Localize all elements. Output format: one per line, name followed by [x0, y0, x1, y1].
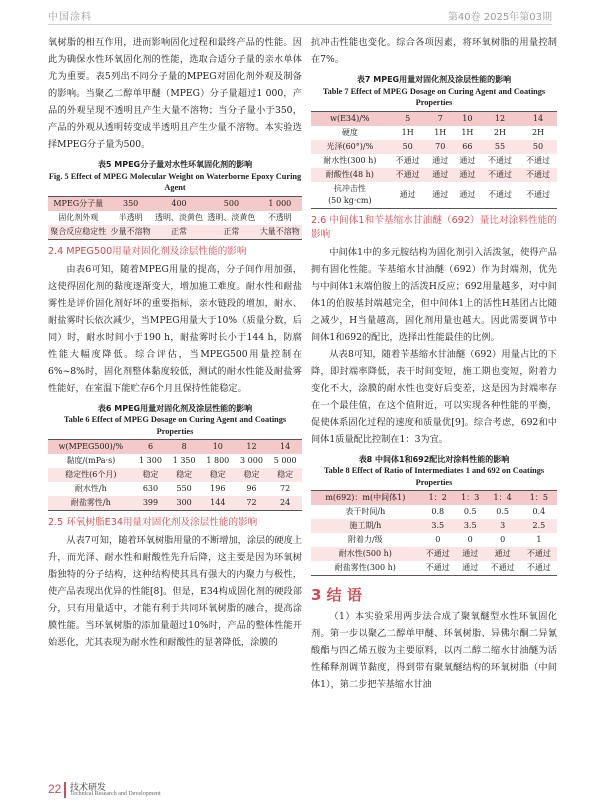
- table-header-cell: 12: [481, 111, 519, 126]
- table-cell: 399: [134, 496, 168, 511]
- table-cell: 1 350: [172, 456, 196, 465]
- table-cell: 不通过: [487, 155, 512, 165]
- table-cell: 144: [201, 496, 235, 511]
- table-cell: 通过: [399, 189, 416, 199]
- table-header-cell: 10: [454, 111, 481, 126]
- table-row: [311, 182, 557, 209]
- table-cell: 正常: [205, 225, 257, 240]
- table-cell: 附着力/级: [347, 535, 383, 544]
- table-header-cell: 1 000: [258, 196, 302, 211]
- table-cell: 66: [454, 140, 481, 154]
- table-cell: 2.5: [521, 519, 557, 533]
- table-cell: 通过: [432, 189, 449, 199]
- table-row: [48, 454, 302, 468]
- section-heading-3: 3 结 语: [311, 586, 362, 604]
- table-cell: 通过: [459, 155, 476, 165]
- table-cell: 不透明: [267, 212, 292, 222]
- section-heading-2-6: 2.6 中间体1和苄基缩水甘油醚（692）量比对涂料性能的影响: [311, 214, 557, 240]
- section-heading-2-4: 2.4 MPEG500用量对固化剂及涂层性能的影响: [48, 245, 247, 257]
- journal-name: 中国涂料: [48, 12, 92, 23]
- table-cell: 0.5: [463, 507, 477, 516]
- footer-subtitle: Technical Research and Development: [70, 791, 161, 797]
- table-cell: 通过: [485, 547, 521, 561]
- table-cell: 通过: [432, 155, 449, 165]
- table-cell: 630: [142, 484, 159, 493]
- paragraph: 从表7可知，随着环氧树脂用量的不断增加，涂层的硬度上升，而光泽、耐水性和耐酸性先升后降，这主要是因为环氧树脂独特的分子结构，这种结构使其具有强大的内聚力与极性，使产品表现出优异的性能[8]。但是，E34构成固化剂的硬段部分，只有用量适中，才能有利于共同环氧树脂的融合，提高涂膜性能。当环氧树脂的添加量超过10%时，产品的整体性能开始恶化，尤其表现为耐水性和耐酸性的显著降低，涂膜的: [48, 535, 302, 648]
- table-row: [48, 482, 302, 496]
- table-cell: 不通过: [526, 563, 551, 572]
- table-cell: 1 800: [206, 456, 230, 465]
- table-row: [311, 126, 557, 140]
- table-cell: 不通过: [420, 547, 456, 561]
- table-row: [311, 505, 557, 519]
- table-cell: 通过: [462, 563, 479, 572]
- table5-caption: 表5 MPEG分子量对水性环氧固化剂的影响 Fig. 5 Effect of MPEG Molecular Weight on Waterborne Epoxy Curing Agent: [48, 160, 302, 192]
- page-number: 22: [48, 782, 62, 796]
- table-row: [48, 211, 302, 225]
- table-cell: 通过: [456, 547, 485, 561]
- table-header-cell: w(E34)/%: [311, 111, 389, 126]
- table-cell: 大量不溶物: [258, 225, 302, 240]
- paragraph: 氧树脂的相互作用，进而影响固化过程和最终产品的性能。因此为确保水性环氧固化剂的性能，选取合适分子量的亲水单体尤为重要。表5列出不同分子量的MPEG对固化剂外观及制备的影响。当聚乙二醇单甲醚（MPEG）分子量超过1 000，产品的外观呈现不透明且产生大量不溶物；当分子量小于350，产品的外观从透明转变成半透明且产生少量不溶物。本实验选择MPEG分子量为500。: [48, 37, 302, 150]
- table-cell: 3: [485, 519, 521, 533]
- table-row: [311, 519, 557, 533]
- table-cell: 通过: [459, 189, 476, 199]
- table6: [48, 439, 302, 511]
- table-cell: 少量不溶物: [108, 225, 152, 240]
- table-cell: 1H: [434, 127, 447, 137]
- table-cell: 耐水性/h: [74, 484, 107, 493]
- footer-title: 技术研发: [70, 783, 107, 793]
- table-cell: 300: [167, 496, 201, 511]
- table-header-cell: m(692)：m(中间体1): [311, 491, 420, 506]
- page-header: [0, 0, 600, 26]
- page-footer: [48, 780, 308, 802]
- table-cell: 0: [435, 535, 441, 544]
- table-header-cell: 400: [153, 196, 205, 211]
- table-cell: 半透明: [118, 212, 143, 222]
- footer-divider: [64, 782, 66, 798]
- table-cell: 透明、淡黄色: [155, 212, 204, 222]
- table-header-cell: MPEG分子量: [48, 196, 108, 211]
- table-cell: 稳定: [235, 468, 269, 482]
- table-header-cell: 1：3: [456, 491, 485, 506]
- table-cell: 通过: [427, 168, 454, 182]
- table-header-cell: 14: [268, 440, 302, 455]
- table-cell: 不通过: [425, 563, 450, 572]
- table-cell: 稳定性(6个月): [48, 468, 134, 482]
- paragraph: 抗冲击性能也变化。综合各项因素，将环氧树脂的用量控制在7%。: [311, 37, 557, 65]
- table-cell: 不通过: [490, 563, 515, 572]
- table-header-cell: 1：4: [485, 491, 521, 506]
- table-cell: 不通过: [487, 189, 512, 199]
- table-cell: 1H: [461, 127, 474, 137]
- table-cell: 55: [481, 140, 519, 154]
- table6-caption: 表6 MPEG用量对固化剂及涂层性能的影响 Table 6 Effect of MPEG Dosage on Curing Agent and Coatings Properties: [63, 403, 287, 436]
- table-row: [48, 225, 302, 240]
- table-cell: 1: [536, 535, 542, 544]
- table8-caption: 表8 中间体1和692配比对涂料性能的影响 Table 8 Effect of Ratio of Intermediates 1 and 692 on Coatings Properties: [323, 454, 545, 487]
- table-cell: 不通过: [521, 547, 557, 561]
- table-header-cell: 500: [205, 196, 257, 211]
- table-row: [311, 547, 557, 561]
- table-cell: 0: [467, 535, 473, 544]
- table-cell: 196: [210, 484, 226, 493]
- table-header-cell: 5: [389, 111, 427, 126]
- table-header-cell: 1：2: [420, 491, 456, 506]
- table-cell: 3.5: [420, 519, 456, 533]
- table-cell: 2H: [493, 127, 506, 137]
- table-cell: 耐盐雾性(300 h): [334, 563, 396, 572]
- table-cell: 稳定: [167, 468, 201, 482]
- paragraph: 中间体1中的多元胺结构为固化剂引入活泼氢，使得产品拥有固化性能。苄基缩水甘油醚（692）作为封端剂，优先与中间体1末端伯胺上的活泼H反应；692用量越多，对中间体1的伯胺基封端越完全，但中间体1上的活性H基团占比随之减少，H当量越高，固化剂用量也越大。因此需要调节中间体1和692的配比，选择出性能最佳的比例。: [311, 246, 557, 343]
- table-header-cell: 12: [235, 440, 269, 455]
- table-row: [48, 468, 302, 482]
- table7: [311, 111, 557, 209]
- section-heading-2-5: 2.5 环氧树脂E34用量对固化剂及涂层性能的影响: [48, 517, 258, 528]
- table-cell: 24: [268, 496, 302, 511]
- table-cell: 72: [235, 496, 269, 511]
- table-cell: 72: [280, 484, 291, 493]
- table-header-cell: 7: [427, 111, 454, 126]
- table-cell: 0.4: [532, 507, 546, 516]
- table-cell: 通过: [454, 168, 481, 182]
- table-cell: 光泽(60°)/%: [311, 140, 389, 154]
- table-cell: 不通过: [395, 155, 420, 165]
- table-cell: 施工期/h: [311, 519, 420, 533]
- right-column: [311, 34, 557, 693]
- table-row: [48, 496, 302, 511]
- table-cell: 70: [427, 140, 454, 154]
- table-row: [311, 168, 557, 182]
- table-cell: 黏度/(mPa·s): [66, 456, 116, 465]
- header-rule: [48, 24, 552, 25]
- table-cell: 1H: [401, 127, 414, 137]
- table-cell: 不通过: [389, 168, 427, 182]
- table-cell: 不通过: [525, 155, 550, 165]
- table-row: [311, 561, 557, 576]
- table-cell: 耐水性(500 h): [311, 547, 420, 561]
- table-header-cell: 10: [201, 440, 235, 455]
- table-cell: 正常: [153, 225, 205, 240]
- table-cell: 固化剂外观: [58, 212, 99, 222]
- table-row: [311, 154, 557, 168]
- table-cell: 96: [246, 484, 257, 493]
- table-cell: 聚合反应稳定性: [48, 225, 108, 240]
- table-cell: 3 000: [240, 456, 263, 465]
- table-header-cell: 14: [519, 111, 557, 126]
- table-cell: 硬度: [341, 127, 358, 137]
- table-cell: 1 300: [139, 456, 162, 465]
- table-cell: 50: [389, 140, 427, 154]
- table-cell: 耐水性(300 h): [323, 155, 377, 165]
- table-cell: 不通过: [481, 168, 519, 182]
- table-cell: 2H: [531, 127, 545, 137]
- table-cell: 5 000: [273, 456, 297, 465]
- table-row: [311, 140, 557, 154]
- table-cell: 稳定: [201, 468, 235, 482]
- table-header-cell: 1：5: [521, 491, 557, 506]
- table-header-cell: 8: [167, 440, 201, 455]
- table-cell: 稳定: [268, 468, 302, 482]
- left-column: [48, 34, 302, 651]
- issue-info: 第40卷 2025年第03期: [447, 12, 552, 23]
- table-row: [311, 533, 557, 547]
- table-cell: 0.5: [496, 507, 510, 516]
- paragraph: 由表6可知，随着MPEG用量的提高，分子间作用加强，这使得固化剂的黏度逐渐变大，增加施工难度。耐水性和耐盐雾性是评价固化剂好坏的重要指标，亲水链段的增加，耐水、耐盐雾时长依次减少，当MPEG用量大于10%（质量分数，后同）时，耐水时间小于190 h，耐盐雾时长小于144 h，防腐性能大幅度降低。综合评估，当MPEG500用量控制在6%~8%时，固化剂整体黏度较低，测试的耐水性能及耐盐雾性能好，在室温下能贮存6个月且保持性能稳定。: [48, 263, 302, 394]
- table-cell: 稳定: [134, 468, 168, 482]
- table-header-cell: 6: [134, 440, 168, 455]
- table-cell: 不通过: [519, 168, 557, 182]
- table-cell: 抗冲击性 (50 kg·cm): [328, 183, 372, 205]
- table-cell: 0: [500, 535, 506, 544]
- table-cell: 550: [176, 484, 192, 493]
- table-cell: 50: [519, 140, 557, 154]
- table8: [311, 490, 557, 576]
- table-header-cell: 350: [108, 196, 152, 211]
- table-cell: 3.5: [456, 519, 485, 533]
- table-cell: 不通过: [525, 189, 550, 199]
- table-cell: 透明、淡黄色: [207, 212, 256, 222]
- table-header-cell: w(MPEG500)/%: [48, 440, 134, 455]
- table7-caption: 表7 MPEG用量对固化剂及涂层性能的影响 Table 7 Effect of MPEG Dosage on Curing Agent and Coatings Properties: [322, 75, 546, 107]
- table-cell: 耐盐雾性/h: [48, 496, 134, 511]
- table-cell: 0.8: [431, 507, 445, 516]
- table-cell: 表干时间/h: [345, 507, 386, 516]
- table-cell: 耐酸性(48 h): [311, 168, 389, 182]
- paragraph: （1）本实验采用两步法合成了聚氧醚型水性环氧固化剂。第一步以聚乙二醇单甲醚、环氧树脂、异佛尔酮二异氰酸酯与四乙烯五胺为主要原料，以丙二醇二缩水甘油醚为活性稀释剂调节黏度，得到带有聚氧醚结构的环氧树脂（中间体1），第二步把苄基缩水甘油: [311, 611, 557, 690]
- paragraph: 从表8可知，随着苄基缩水甘油醚（692）用量占比的下降，即封端率降低，表干时间变短，施工期也变短，附着力变化不大，涂膜的耐水性也变好后变差，这是因为封端率存在一个最佳值，在这个值附近，可以实现各种性能的平衡，促使体系固化过程的速度和质量优[9]。综合考虑，692和中间体1质量配比控制在1：3为宜。: [311, 348, 557, 445]
- table5: [48, 196, 302, 240]
